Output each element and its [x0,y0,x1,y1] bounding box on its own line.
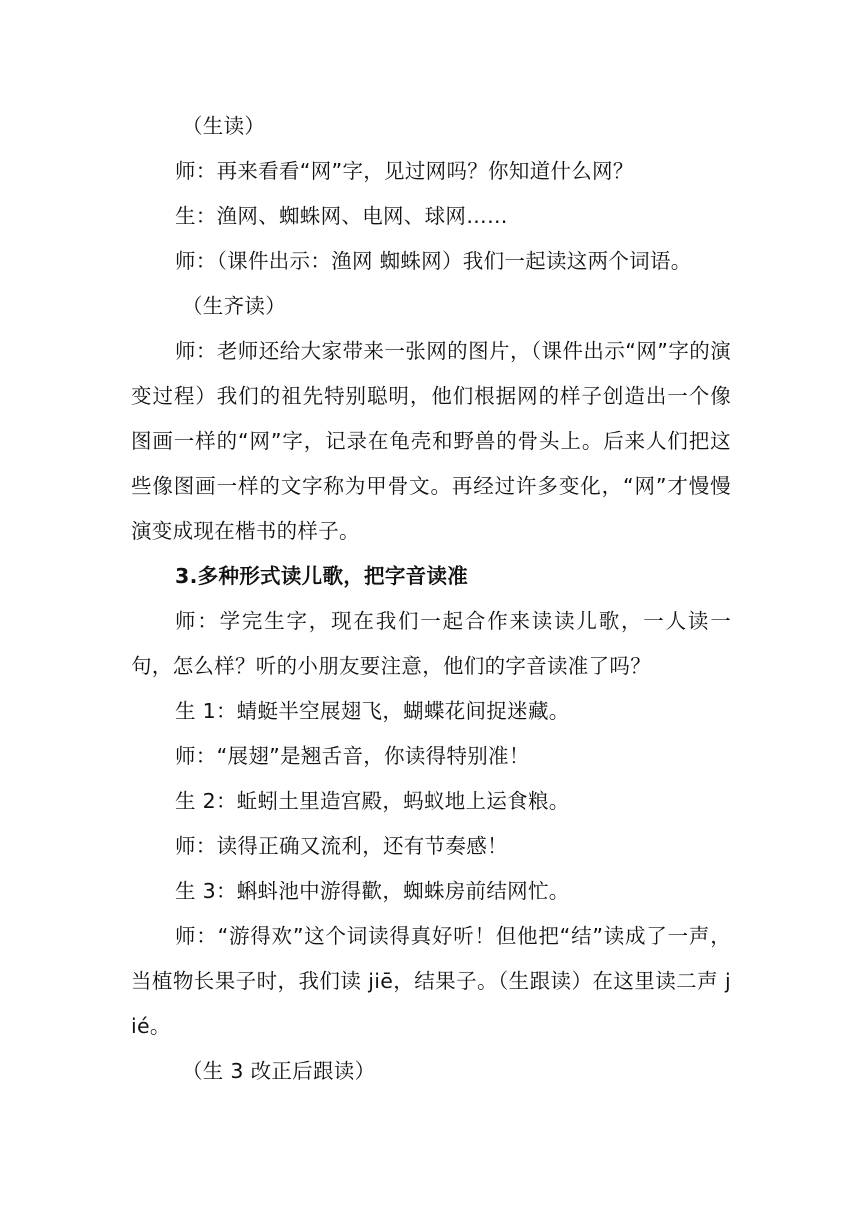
student-line: 生 3：蝌蚪池中游得歡，蜘蛛房前结网忙。 [175,879,570,903]
stage-direction: （生齐读） [182,294,286,318]
teacher-line: 师：再来看看“网”字，见过网吗？你知道什么网？ [175,159,634,183]
student-line: 生 2：蚯蚓土里造宫殿，蚂蚁地上运食粮。 [175,789,570,813]
student-line: 生：渔网、蜘蛛网、电网、球网…… [175,204,508,228]
teacher-paragraph: 师：“游得欢”这个词读得真好听！但他把“结”读成了一声，当植物长果子时，我们读 jiē，结果子。（生跟读）在这里读二声 jié。 [131,924,731,1038]
teacher-line: 师：读得正确又流利，还有节奏感！ [175,834,508,858]
teacher-paragraph: 师：老师还给大家带来一张网的图片，（课件出示“网”字的演变过程）我们的祖先特别聪明，他们根据网的样子创造出一个像图画一样的“网”字，记录在龟壳和野兽的骨头上。后来人们把这些像图画一样的文字称为甲骨文。再经过许多变化，“网”才慢慢演变成现在楷书的样子。 [131,339,731,543]
teacher-line: 师：（课件出示：渔网 蜘蛛网）我们一起读这两个词语。 [175,249,692,273]
student-line: 生 1：蜻蜓半空展翅飞，蝴蝶花间捉迷藏。 [175,699,570,723]
stage-direction: （生读） [182,114,266,138]
teacher-line: 师：“展翅”是翘舌音，你读得特别准！ [175,744,530,768]
teacher-paragraph: 师：学完生字，现在我们一起合作来读读儿歌，一人读一句，怎么样？听的小朋友要注意，他们的字音读准了吗？ [131,609,731,678]
section-heading: 3.多种形式读儿歌，把字音读准 [175,564,469,588]
stage-direction: （生 3 改正后跟读） [182,1059,376,1083]
